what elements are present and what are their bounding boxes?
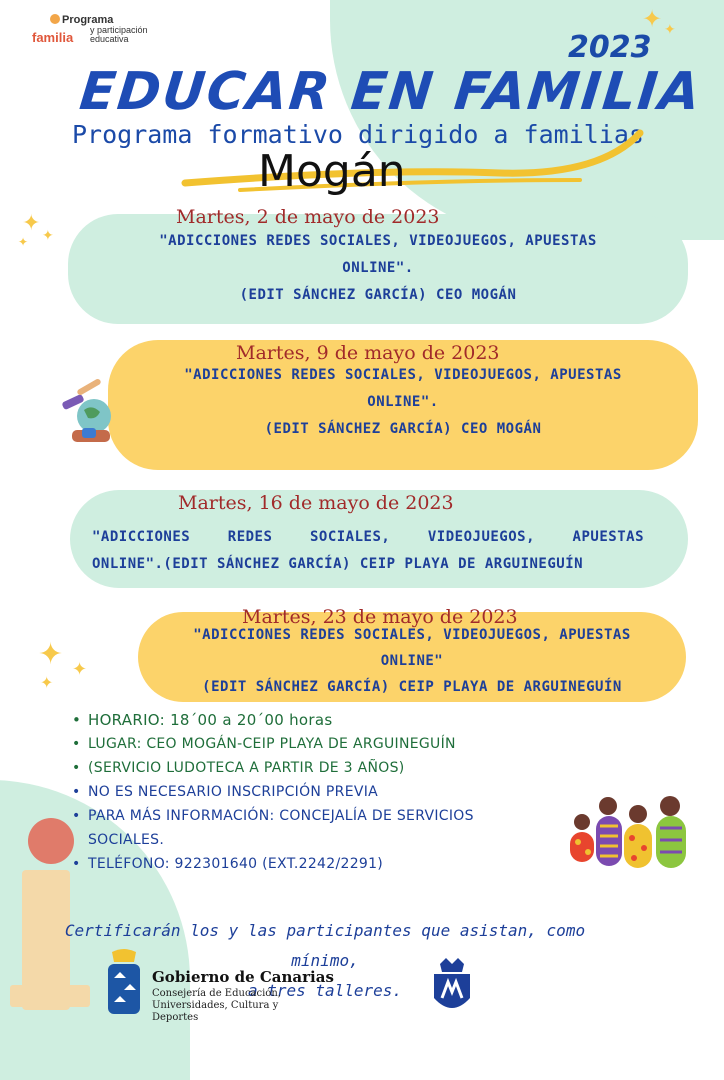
session-desc-line: ONLINE". [342,260,414,276]
programa-familia-logo [32,14,172,54]
star-icon: ✦ [664,21,676,37]
year-label: 2023 [568,30,652,65]
session-desc-line: "ADICCIONES REDES SOCIALES, VIDEOJUEGOS, APUESTAS [159,233,597,249]
session-date: Martes, 23 de mayo de 2023 [242,606,518,628]
session-desc-line: "ADICCIONES REDES SOCIALES, VIDEOJUEGOS, APUESTAS [193,627,631,643]
session-desc-line: "ADICCIONES REDES SOCIALES, VIDEOJUEGOS, APUESTAS [184,367,622,383]
star-icon: ✦ [72,659,88,679]
logo-line-2: familia [32,30,74,45]
session-description [68,228,688,309]
star-icon: ✦ [40,675,54,692]
session-description [108,362,698,443]
gobierno-canarias-name: Gobierno de Canarias [152,968,334,986]
star-icon: ✦ [42,227,54,243]
session-card [138,606,686,702]
session-desc-line: (EDIT SÁNCHEZ GARCÍA) CEO MOGÁN [239,287,517,303]
mogan-municipality-crest-icon [430,958,474,1018]
people-figures-illustration [566,796,696,876]
logo-dot-icon [50,14,60,24]
detail-inscripcion: • NO ES NECESARIO INSCRIPCIÓN PREVIA [72,780,552,804]
session-desc-line: (EDIT SÁNCHEZ GARCÍA) CEIP PLAYA DE ARGUINEGUÍN [202,679,622,695]
detail-ludoteca: • (SERVICIO LUDOTECA A PARTIR DE 3 AÑOS) [72,756,552,780]
session-card [70,490,688,588]
session-date: Martes, 2 de mayo de 2023 [176,206,440,228]
detail-horario: • HORARIO: 18´00 a 20´00 horas [72,708,552,732]
logo-line-3: y participación educativa [90,25,148,44]
session-desc-line: ONLINE" [380,653,444,669]
page-title: EDUCAR EN FAMILIA [76,62,705,122]
session-date: Martes, 16 de mayo de 2023 [178,492,454,514]
session-description [128,622,696,700]
star-icon: ✦ [38,638,64,671]
star-icon: ✦ [642,6,663,33]
detail-telefono: • TELÉFONO: 922301640 (EXT.2242/2291) [72,852,552,876]
globe-hands-illustration [60,376,120,450]
logo-line-1: Programa [62,14,114,26]
session-card [108,340,698,470]
session-desc-line: (EDIT SÁNCHEZ GARCÍA) CEO MOGÁN [264,421,542,437]
session-desc-line: ONLINE".(EDIT SÁNCHEZ GARCÍA) CEIP PLAYA DE ARGUINEGUÍN [92,556,584,572]
session-date: Martes, 9 de mayo de 2023 [236,342,500,364]
certification-line-2: a tres talleres. [247,981,403,1000]
info-dot-icon [28,818,74,864]
session-desc-line: "ADICCIONES REDES SOCIALES, VIDEOJUEGOS, APUESTAS [92,529,644,545]
gobierno-canarias-department: Consejería de Educación, Universidades, Cultura y Deportes [152,988,281,1023]
detail-lugar: • LUGAR: CEO MOGÁN-CEIP PLAYA DE ARGUINEGUÍN [72,732,552,756]
certification-line-1: Certificarán los y las participantes que asistan, como mínimo, [64,921,586,970]
detail-informacion: • PARA MÁS INFORMACIÓN: CONCEJALÍA DE SERVICIOS SOCIALES. [72,804,528,852]
event-details [72,708,552,876]
gobierno-canarias-shield-icon [104,948,144,1018]
star-icon: ✦ [18,235,29,249]
session-card [68,206,688,324]
session-description [92,524,644,578]
page-subtitle: Programa formativo dirigido a familias [72,120,644,149]
swoosh-decoration [180,128,650,198]
star-icon: ✦ [22,210,41,235]
session-desc-line: ONLINE". [367,394,439,410]
town-name: Mogán [258,146,406,197]
